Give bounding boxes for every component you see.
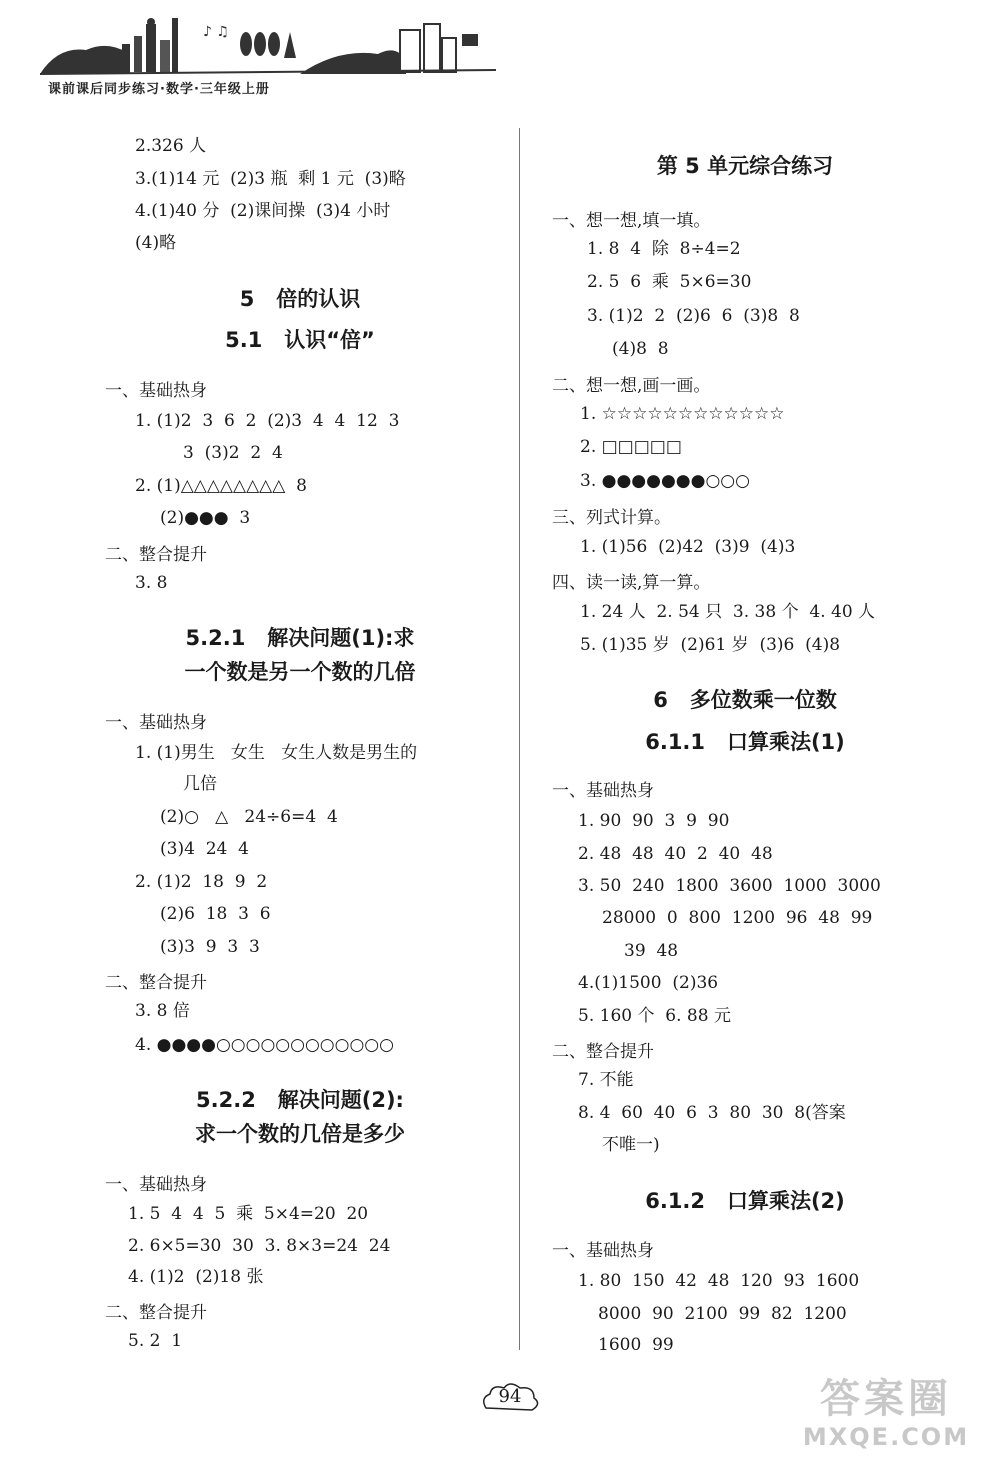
answer-line: 1. 8 4 除 8÷4=2 [587, 239, 741, 259]
section-heading: 5.1 认识“倍” [225, 328, 375, 352]
answer-line: 3. 8 [135, 573, 168, 593]
subsection-label: 一、基础热身 [552, 781, 654, 801]
header-skyline-illustration [38, 14, 498, 76]
answer-line: (3)4 24 4 [160, 839, 249, 859]
subsection-label: 一、基础热身 [105, 1175, 207, 1195]
subsection-label: 一、基础热身 [105, 381, 207, 401]
section-heading: 5 倍的认识 [239, 287, 361, 311]
subsection-label: 一、基础热身 [552, 1241, 654, 1261]
watermark [786, 1375, 986, 1465]
section-heading: 6 多位数乘一位数 [653, 688, 837, 712]
subsection-label: 二、想一想,画一画。 [552, 376, 711, 396]
subsection-label: 四、读一读,算一算。 [552, 573, 711, 593]
answer-line: 1. ☆☆☆☆☆☆☆☆☆☆☆☆ [580, 404, 785, 424]
answer-line: (4)8 8 [612, 339, 669, 359]
answer-line: 8000 90 2100 99 82 1200 [598, 1304, 847, 1324]
answer-line: 1. 5 4 4 5 乘 5×4=20 20 [128, 1204, 369, 1224]
section-heading: 6.1.1 口算乘法(1) [645, 730, 845, 754]
answer-line: 5. (1)35 岁 (2)61 岁 (3)6 (4)8 [580, 635, 841, 655]
answer-line: (2)○ △ 24÷6=4 4 [160, 807, 338, 827]
answer-line: (4)略 [135, 233, 177, 253]
answer-line: 3. (1)2 2 (2)6 6 (3)8 8 [587, 306, 800, 326]
answer-line: 3. 8 倍 [135, 1001, 190, 1021]
answer-line: 3 (3)2 2 4 [183, 443, 283, 463]
section-heading: 第 5 单元综合练习 [656, 154, 834, 178]
svg-text:♪ ♫: ♪ ♫ [203, 24, 229, 40]
subsection-label: 二、整合提升 [105, 1303, 207, 1323]
page-number: 94 [498, 1386, 522, 1407]
section-heading: 6.1.2 口算乘法(2) [645, 1189, 845, 1213]
answer-line: (2)●●● 3 [160, 508, 251, 528]
answer-line: 1. (1)56 (2)42 (3)9 (4)3 [580, 537, 796, 557]
answer-line: 4. (1)2 (2)18 张 [128, 1267, 264, 1287]
answer-line: 5. 160 个 6. 88 元 [578, 1006, 731, 1026]
section-heading: 求一个数的几倍是多少 [195, 1122, 405, 1146]
answer-line: 1600 99 [598, 1335, 674, 1355]
section-heading: 5.2.1 解决问题(1):求 [185, 626, 415, 650]
answer-line: 4.(1)40 分 (2)课间操 (3)4 小时 [135, 201, 391, 221]
answer-line: 2. (1)2 18 9 2 [135, 872, 268, 892]
answer-line: 4.(1)1500 (2)36 [578, 973, 719, 993]
subsection-label: 二、整合提升 [105, 973, 207, 993]
answer-line: 7. 不能 [578, 1070, 634, 1090]
answer-line: 不唯一) [602, 1135, 660, 1155]
answer-line: (2)6 18 3 6 [160, 904, 271, 924]
subsection-label: 二、整合提升 [552, 1042, 654, 1062]
answer-line: 8. 4 60 40 6 3 80 30 8(答案 [578, 1103, 846, 1123]
subsection-label: 一、基础热身 [105, 713, 207, 733]
answer-line: 2. □□□□□ [580, 437, 682, 457]
book-title: 课前课后同步练习·数学·三年级上册 [48, 82, 270, 97]
answer-line: (3)3 9 3 3 [160, 937, 260, 957]
answer-line: 2. (1)△△△△△△△△ 8 [135, 476, 307, 496]
answer-line: 1. (1)男生 女生 女生人数是男生的 [135, 743, 418, 763]
answer-line: 4. ●●●●○○○○○○○○○○○○ [135, 1035, 394, 1055]
answer-line: 39 48 [624, 941, 679, 961]
column-divider [519, 128, 520, 1350]
answer-line: 5. 2 1 [128, 1331, 183, 1351]
watermark-logo-text: 答案圈 [820, 1376, 952, 1422]
section-heading: 5.2.2 解决问题(2): [196, 1088, 404, 1112]
section-heading: 一个数是另一个数的几倍 [184, 660, 416, 684]
answer-line: 3.(1)14 元 (2)3 瓶 剩 1 元 (3)略 [135, 169, 406, 189]
subsection-label: 三、列式计算。 [552, 508, 671, 528]
watermark-url: MXQE.COM [802, 1423, 970, 1451]
subsection-label: 二、整合提升 [105, 545, 207, 565]
answer-line: 3. ●●●●●●●○○○ [580, 471, 750, 491]
answer-line: 几倍 [183, 774, 217, 794]
answer-line: 3. 50 240 1800 3600 1000 3000 [578, 876, 881, 896]
answer-line: 1. 24 人 2. 54 只 3. 38 个 4. 40 人 [580, 602, 876, 622]
answer-line: 1. (1)2 3 6 2 (2)3 4 4 12 3 [135, 411, 400, 431]
answer-line: 2.326 人 [135, 136, 207, 156]
answer-line: 1. 80 150 42 48 120 93 1600 [578, 1271, 860, 1291]
page-number-badge [478, 1378, 542, 1412]
answer-line: 28000 0 800 1200 96 48 99 [602, 908, 873, 928]
answer-line: 2. 6×5=30 30 3. 8×3=24 24 [128, 1236, 391, 1256]
answer-line: 2. 5 6 乘 5×6=30 [587, 272, 752, 292]
answer-line: 2. 48 48 40 2 40 48 [578, 844, 773, 864]
answer-line: 1. 90 90 3 9 90 [578, 811, 730, 831]
subsection-label: 一、想一想,填一填。 [552, 211, 711, 231]
